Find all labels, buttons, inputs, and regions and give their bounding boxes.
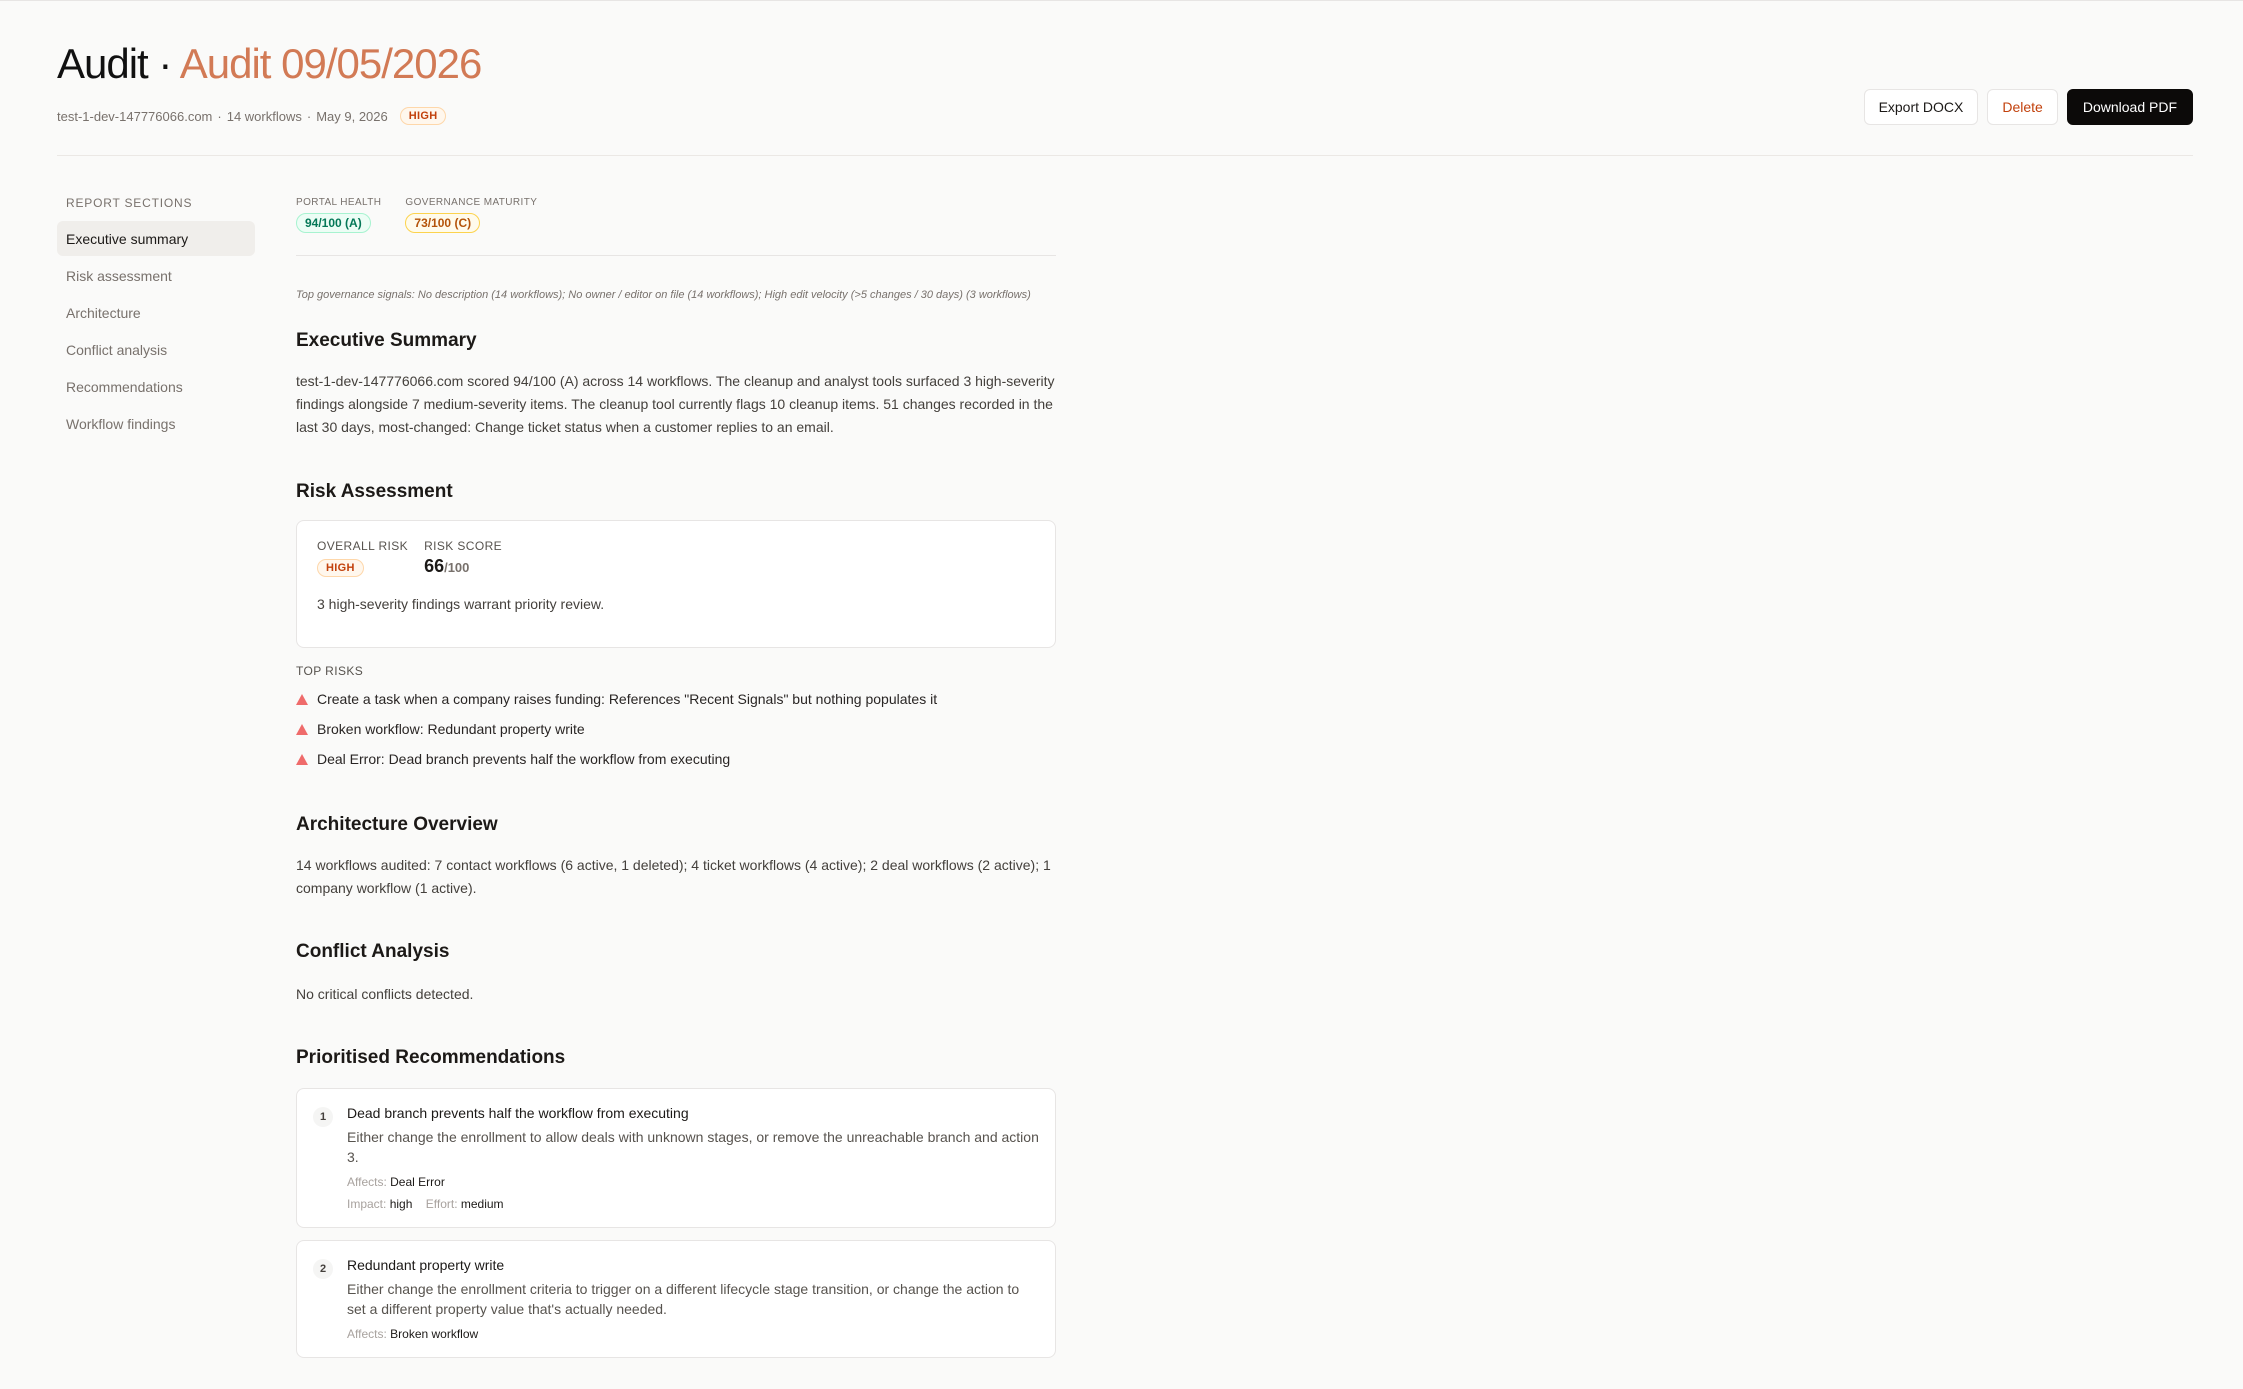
section-heading: Conflict Analysis: [296, 941, 450, 962]
recommendation-body: [347, 1257, 1039, 1341]
title-prefix: Audit ·: [57, 40, 172, 87]
affects-label: Affects:: [347, 1327, 387, 1341]
report-content: [296, 197, 1056, 1358]
meta-separator: ·: [217, 108, 222, 124]
effort-value: medium: [460, 1197, 504, 1211]
executive-summary-text: test-1-dev-147776066.com scored 94/100 (A) across 14 workflows. The cleanup and analyst tools surfaced 3 high-severity findings alongside 7 medium-severity items. The cleanup tool currently flags 10 cleanup items. 51 changes recorded in the last 30 days, most-changed: Change ticket status when a customer replies to an email.: [296, 373, 1055, 435]
nav-conflict-analysis[interactable]: Conflict analysis: [66, 341, 168, 358]
header-actions: [1864, 89, 2193, 125]
top-risks-label: TOP RISKS: [296, 664, 364, 678]
risk-score: [424, 539, 502, 577]
overall-risk: [317, 539, 408, 577]
executive-summary-section: [296, 330, 1056, 439]
recommendations-section: [296, 1047, 1056, 1358]
top-risks: [296, 664, 1056, 774]
section-heading: Risk Assessment: [296, 481, 453, 502]
warning-triangle-icon: [296, 724, 308, 735]
effort-label: Effort:: [425, 1197, 458, 1211]
title-audit-name: Audit 09/05/2026: [179, 40, 482, 87]
governance-maturity-score: [405, 197, 537, 233]
recommendation-number: 1: [313, 1107, 333, 1127]
top-risk-item: [296, 684, 1056, 714]
nav-recommendations[interactable]: Recommendations: [66, 378, 183, 395]
page-title: [57, 39, 2193, 89]
risk-score-number: 66: [424, 556, 445, 576]
top-risk-item: [296, 744, 1056, 774]
section-heading: Executive Summary: [296, 330, 477, 351]
portal-health-badge: 94/100 (A): [296, 213, 371, 233]
top-risk-text: Deal Error: Dead branch prevents half the workflow from executing: [317, 751, 731, 767]
nav-executive-summary[interactable]: Executive summary: [57, 221, 255, 256]
section-heading: Architecture Overview: [296, 814, 498, 835]
delete-button[interactable]: Delete: [1987, 89, 2057, 125]
recommendation-description: Either change the enrollment to allow deals with unknown stages, or remove the unreachable branch and action 3.: [347, 1129, 1039, 1165]
page-header: [57, 39, 2193, 156]
top-risk-text: Create a task when a company raises funding: References "Recent Signals" but nothing populates it: [317, 691, 938, 707]
report-sections-nav: [57, 196, 255, 443]
recommendation-body: [347, 1105, 1039, 1211]
risk-assessment-section: [296, 481, 1056, 774]
overall-risk-label: OVERALL RISK: [317, 539, 409, 553]
nav-workflow-findings[interactable]: Workflow findings: [66, 415, 176, 432]
warning-triangle-icon: [296, 754, 308, 765]
architecture-section: [296, 814, 1056, 900]
risk-score-denominator: /100: [444, 560, 470, 575]
portal-health-label: PORTAL HEALTH: [296, 197, 382, 208]
section-heading: Prioritised Recommendations: [296, 1047, 566, 1068]
governance-maturity-badge: 73/100 (C): [405, 213, 480, 233]
nav-risk-assessment[interactable]: Risk assessment: [66, 267, 172, 284]
conflict-analysis-section: [296, 941, 1056, 1006]
download-pdf-button[interactable]: Download PDF: [2067, 89, 2193, 125]
top-risk-item: [296, 714, 1056, 744]
portal-domain: test-1-dev-147776066.com: [57, 108, 213, 124]
affects-label: Affects:: [347, 1175, 387, 1189]
risk-card: [296, 520, 1056, 648]
risk-level-badge: HIGH: [400, 107, 447, 125]
warning-triangle-icon: [296, 694, 308, 705]
recommendation-card: [296, 1088, 1056, 1228]
risk-score-label: RISK SCORE: [424, 539, 503, 553]
recommendation-title: Redundant property write: [347, 1257, 505, 1273]
impact-value: high: [389, 1197, 413, 1211]
risk-metrics: [317, 539, 1035, 577]
nav-architecture[interactable]: Architecture: [66, 304, 141, 321]
affects-value: Broken workflow: [390, 1327, 479, 1341]
recommendation-number: 2: [313, 1259, 333, 1279]
top-risk-text: Broken workflow: Redundant property write: [317, 721, 585, 737]
recommendation-description: Either change the enrollment criteria to trigger on a different lifecycle stage transition, or change the action to set a different property value that's actually needed.: [347, 1281, 1020, 1317]
impact-label: Impact:: [347, 1197, 387, 1211]
risk-score-value: [424, 556, 502, 577]
recommendation-card: [296, 1240, 1056, 1358]
audit-date: May 9, 2026: [316, 108, 388, 124]
sidebar-title: REPORT SECTIONS: [66, 196, 193, 210]
conflict-analysis-text: No critical conflicts detected.: [296, 986, 474, 1002]
affects-value: Deal Error: [390, 1175, 445, 1189]
recommendation-affects: [347, 1175, 1039, 1189]
overall-risk-badge: HIGH: [317, 559, 364, 577]
export-docx-button[interactable]: Export DOCX: [1864, 89, 1979, 125]
risk-summary: 3 high-severity findings warrant priority review.: [317, 596, 605, 612]
architecture-text: 14 workflows audited: 7 contact workflows (6 active, 1 deleted); 4 ticket workflows (4 active); 2 deal workflows (2 active); 1 company workflow (1 active).: [296, 857, 1051, 896]
recommendation-affects: [347, 1327, 1039, 1341]
recommendation-title: Dead branch prevents half the workflow from executing: [347, 1105, 689, 1121]
governance-maturity-label: GOVERNANCE MATURITY: [405, 197, 538, 208]
meta-separator: ·: [306, 108, 312, 124]
portal-health-score: [296, 197, 381, 233]
score-summary: [296, 197, 1056, 256]
governance-signals: Top governance signals: No description (14 workflows); No owner / editor on file (14 workflows); High edit velocity (>5 changes / 30 days) (3 workflows): [296, 289, 1031, 301]
recommendation-impact-effort: [347, 1197, 1039, 1211]
workflow-count: 14 workflows: [226, 108, 302, 124]
